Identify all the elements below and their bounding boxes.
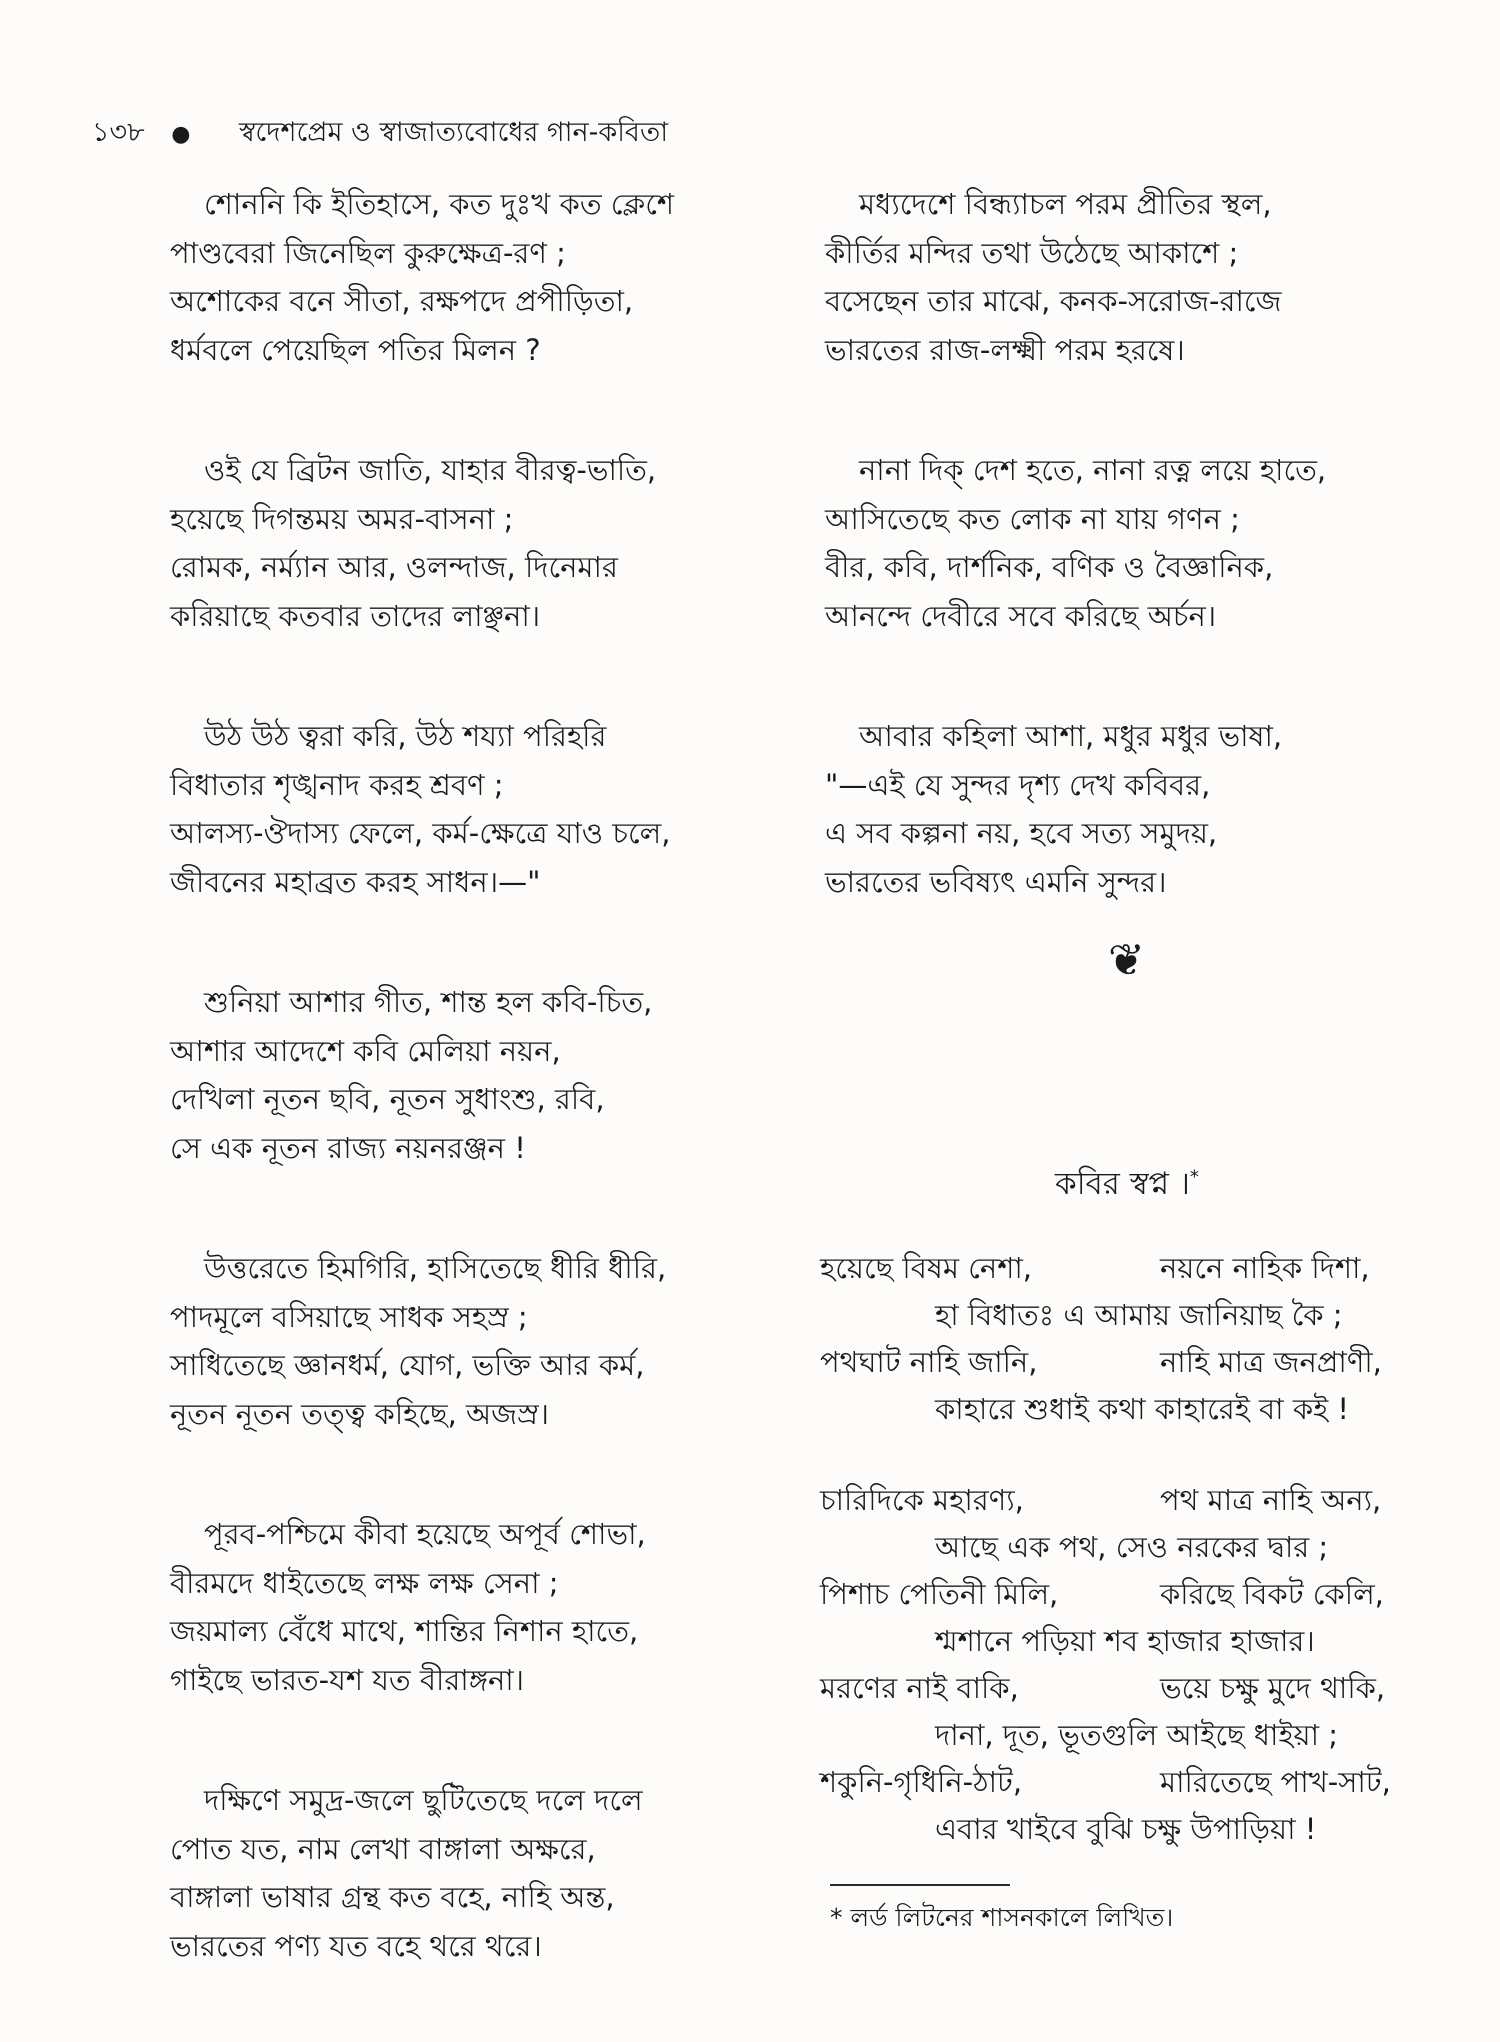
poem-title-text: কবির স্বপ্ন ।: [1055, 1166, 1190, 1202]
verse-line: [820, 1245, 1450, 1292]
verse-line: আলস্য-ঔদাস্য ফেলে, কর্ম-ক্ষেত্রে যাও চলে,: [170, 816, 671, 850]
verse-line: নানা দিক্ দেশ হতে, নানা রত্ন লয়ে হাতে,: [859, 453, 1327, 487]
running-head: [92, 112, 668, 157]
verse-line: অশোকের বনে সীতা, রক্ষপদে প্রপীড়িতা,: [170, 284, 634, 318]
verse-line: পোত যত, নাম লেখা বাঙ্গালা অক্ষরে,: [170, 1831, 596, 1866]
verse-line: ভারতের পণ্য যত বহে থরে থরে।: [170, 1928, 542, 1963]
verse-half-first: পিশাচ পেতিনী মিলি,: [820, 1577, 1059, 1611]
verse-line: আছে এক পথ, সেও নরকের দ্বার ;: [935, 1530, 1329, 1564]
verse-line: হা বিধাতঃ এ আমায় জানিয়াছ কৈ ;: [935, 1298, 1343, 1332]
verse-half-second: নাহি মাত্র জনপ্রাণী,: [1160, 1345, 1382, 1379]
verse-line: বিধাতার শৃঙ্খনাদ করহ শ্রবণ ;: [170, 767, 504, 802]
verse-line: কাহারে শুধাই কথা কাহারেই বা কই !: [935, 1392, 1350, 1426]
verse-line: ভারতের রাজ-লক্ষ্মী পরম হরষে।: [825, 332, 1185, 367]
verse-line: উঠ উঠ ত্বরা করি, উঠ শয্যা পরিহরি: [204, 719, 607, 753]
verse-line: এবার খাইবে বুঝি চক্ষু উপাড়িয়া !: [935, 1812, 1317, 1846]
verse-line: উত্তরেতে হিমগিরি, হাসিতেছে ধীরি ধীরি,: [204, 1251, 667, 1285]
verse-half-first: শকুনি-গৃধিনি-ঠাট,: [820, 1765, 1023, 1799]
stanza: [170, 446, 730, 640]
verse-line: দেখিলা নূতন ছবি, নূতন সুধাংশু, রবি,: [170, 1082, 605, 1116]
verse-line: আশার আদেশে কবি মেলিয়া নয়ন,: [170, 1033, 561, 1068]
verse-line: সে এক নূতন রাজ্য নয়নরঞ্জন !: [170, 1130, 526, 1165]
stanza: [170, 1776, 730, 1970]
verse-half-first: হয়েছে বিষম নেশা,: [820, 1251, 1033, 1285]
verse-half-first: পথঘাট নাহি জানি,: [820, 1345, 1038, 1379]
poem-kobir-swapna: [820, 1245, 1450, 1897]
verse-line: হয়েছে দিগন্তময় অমর-বাসনা ;: [170, 501, 514, 536]
stanza: [170, 180, 730, 374]
verse-half-first: মরণের নাই বাকি,: [820, 1671, 1019, 1705]
verse-line: আবার কহিলা আশা, মধুর মধুর ভাষা,: [859, 719, 1283, 753]
stanza: [170, 978, 730, 1172]
running-head-title: স্বদেশপ্রেম ও স্বাজাত্যবোধের গান-কবিতা: [239, 117, 669, 148]
verse-line: [820, 1339, 1450, 1386]
verse-line: বীর, কবি, দার্শনিক, বণিক ও বৈজ্ঞানিক,: [825, 550, 1274, 584]
stanza: [825, 446, 1445, 640]
verse-line: জয়মাল্য বেঁধে মাথে, শান্তির নিশান হাতে,: [170, 1614, 639, 1648]
verse-line: পূরব-পশ্চিমে কীবা হয়েছে অপূর্ব শোভা,: [204, 1517, 646, 1551]
verse-line: ভারতের ভবিষ্যৎ এমনি সুন্দর।: [825, 864, 1167, 899]
verse-line: পাদমূলে বসিয়াছে সাধক সহস্র ;: [170, 1299, 528, 1334]
verse-line: ওই যে ব্রিটন জাতি, যাহার বীরত্ব-ভাতি,: [204, 453, 657, 487]
verse-line: শোননি কি ইতিহাসে, কত দুঃখ কত ক্লেশে: [204, 187, 675, 221]
stanza: [825, 180, 1445, 374]
poem-title: [1055, 1160, 1199, 1212]
verse-half-first: চারিদিকে মহারণ্য,: [820, 1483, 1024, 1517]
verse-line: আনন্দে দেবীরে সবে করিছে অর্চন।: [825, 598, 1217, 633]
verse-line: করিয়াছে কতবার তাদের লাঞ্ছনা।: [170, 598, 541, 633]
verse-line: কীর্তির মন্দির তথা উঠেছে আকাশে ;: [825, 235, 1239, 270]
verse-line: [820, 1665, 1450, 1712]
verse-half-second: করিছে বিকট কেলি,: [1160, 1577, 1384, 1611]
verse-line: "—এই যে সুন্দর দৃশ্য দেখ কবিবর,: [825, 767, 1211, 802]
verse-line: বাঙ্গালা ভাষার গ্রন্থ কত বহে, নাহি অন্ত,: [170, 1880, 615, 1914]
verse-line: শ্মশানে পড়িয়া শব হাজার হাজার।: [935, 1624, 1315, 1658]
page-number: ১৩৮: [92, 117, 145, 148]
verse-line: নূতন নূতন তত্ত্ব কহিছে, অজস্র।: [170, 1396, 549, 1431]
verse-line: পাণ্ডবেরা জিনেছিল কুরুক্ষেত্র-রণ ;: [170, 235, 566, 270]
verse-line: [820, 1571, 1450, 1618]
verse-line: বসেছেন তার মাঝে, কনক-সরোজ-রাজে: [825, 284, 1282, 318]
verse-line: দানা, দূত, ভূতগুলি আইছে ধাইয়া ;: [935, 1718, 1339, 1752]
stanza: [170, 1510, 730, 1704]
footnote-mark: *: [1189, 1166, 1199, 1188]
stanza: [170, 1244, 730, 1438]
verse-half-second: পথ মাত্র নাহি অন্য,: [1160, 1483, 1382, 1517]
verse-line: বীরমদে ধাইতেছে লক্ষ লক্ষ সেনা ;: [170, 1565, 559, 1600]
verse-half-second: মারিতেছে পাখ-সাট,: [1160, 1765, 1391, 1799]
bullet-icon: ●: [171, 122, 191, 147]
footnote: * লর্ড লিটনের শাসনকালে লিখিত।: [830, 1903, 1174, 1932]
verse-line: [820, 1759, 1450, 1806]
verse-line: আসিতেছে কত লোক না যায় গণন ;: [825, 501, 1240, 536]
verse-line: রোমক, নর্ম্যান আর, ওলন্দাজ, দিনেমার: [170, 550, 618, 584]
stanza: [820, 1245, 1450, 1433]
ornament-icon: ❦: [1108, 935, 1145, 986]
verse-line: শুনিয়া আশার গীত, শান্ত হল কবি-চিত,: [204, 985, 653, 1019]
verse-line: এ সব কল্পনা নয়, হবে সত্য সমুদয়,: [825, 816, 1218, 850]
verse-line: গাইছে ভারত-যশ যত বীরাঙ্গনা।: [170, 1662, 525, 1697]
verse-line: দক্ষিণে সমুদ্র-জলে ছুটিতেছে দলে দলে: [204, 1783, 643, 1817]
verse-line: [820, 1477, 1450, 1524]
verse-half-second: ভয়ে চক্ষু মুদে থাকি,: [1160, 1671, 1386, 1705]
verse-half-second: নয়নে নাহিক দিশা,: [1160, 1251, 1370, 1285]
stanza: [170, 712, 730, 906]
stanza: [825, 712, 1445, 906]
right-column: [825, 180, 1445, 978]
verse-line: সাধিতেছে জ্ঞানধর্ম, যোগ, ভক্তি আর কর্ম,: [170, 1348, 645, 1382]
footnote-divider: [830, 1884, 1010, 1886]
verse-line: ধর্মবলে পেয়েছিল পতির মিলন ?: [170, 332, 541, 367]
left-column: [170, 180, 730, 2042]
verse-line: মধ্যদেশে বিন্ধ্যাচল পরম প্রীতির স্থল,: [859, 187, 1272, 221]
stanza: [820, 1477, 1450, 1853]
verse-line: জীবনের মহাব্রত করহ সাধন।—": [170, 864, 541, 899]
